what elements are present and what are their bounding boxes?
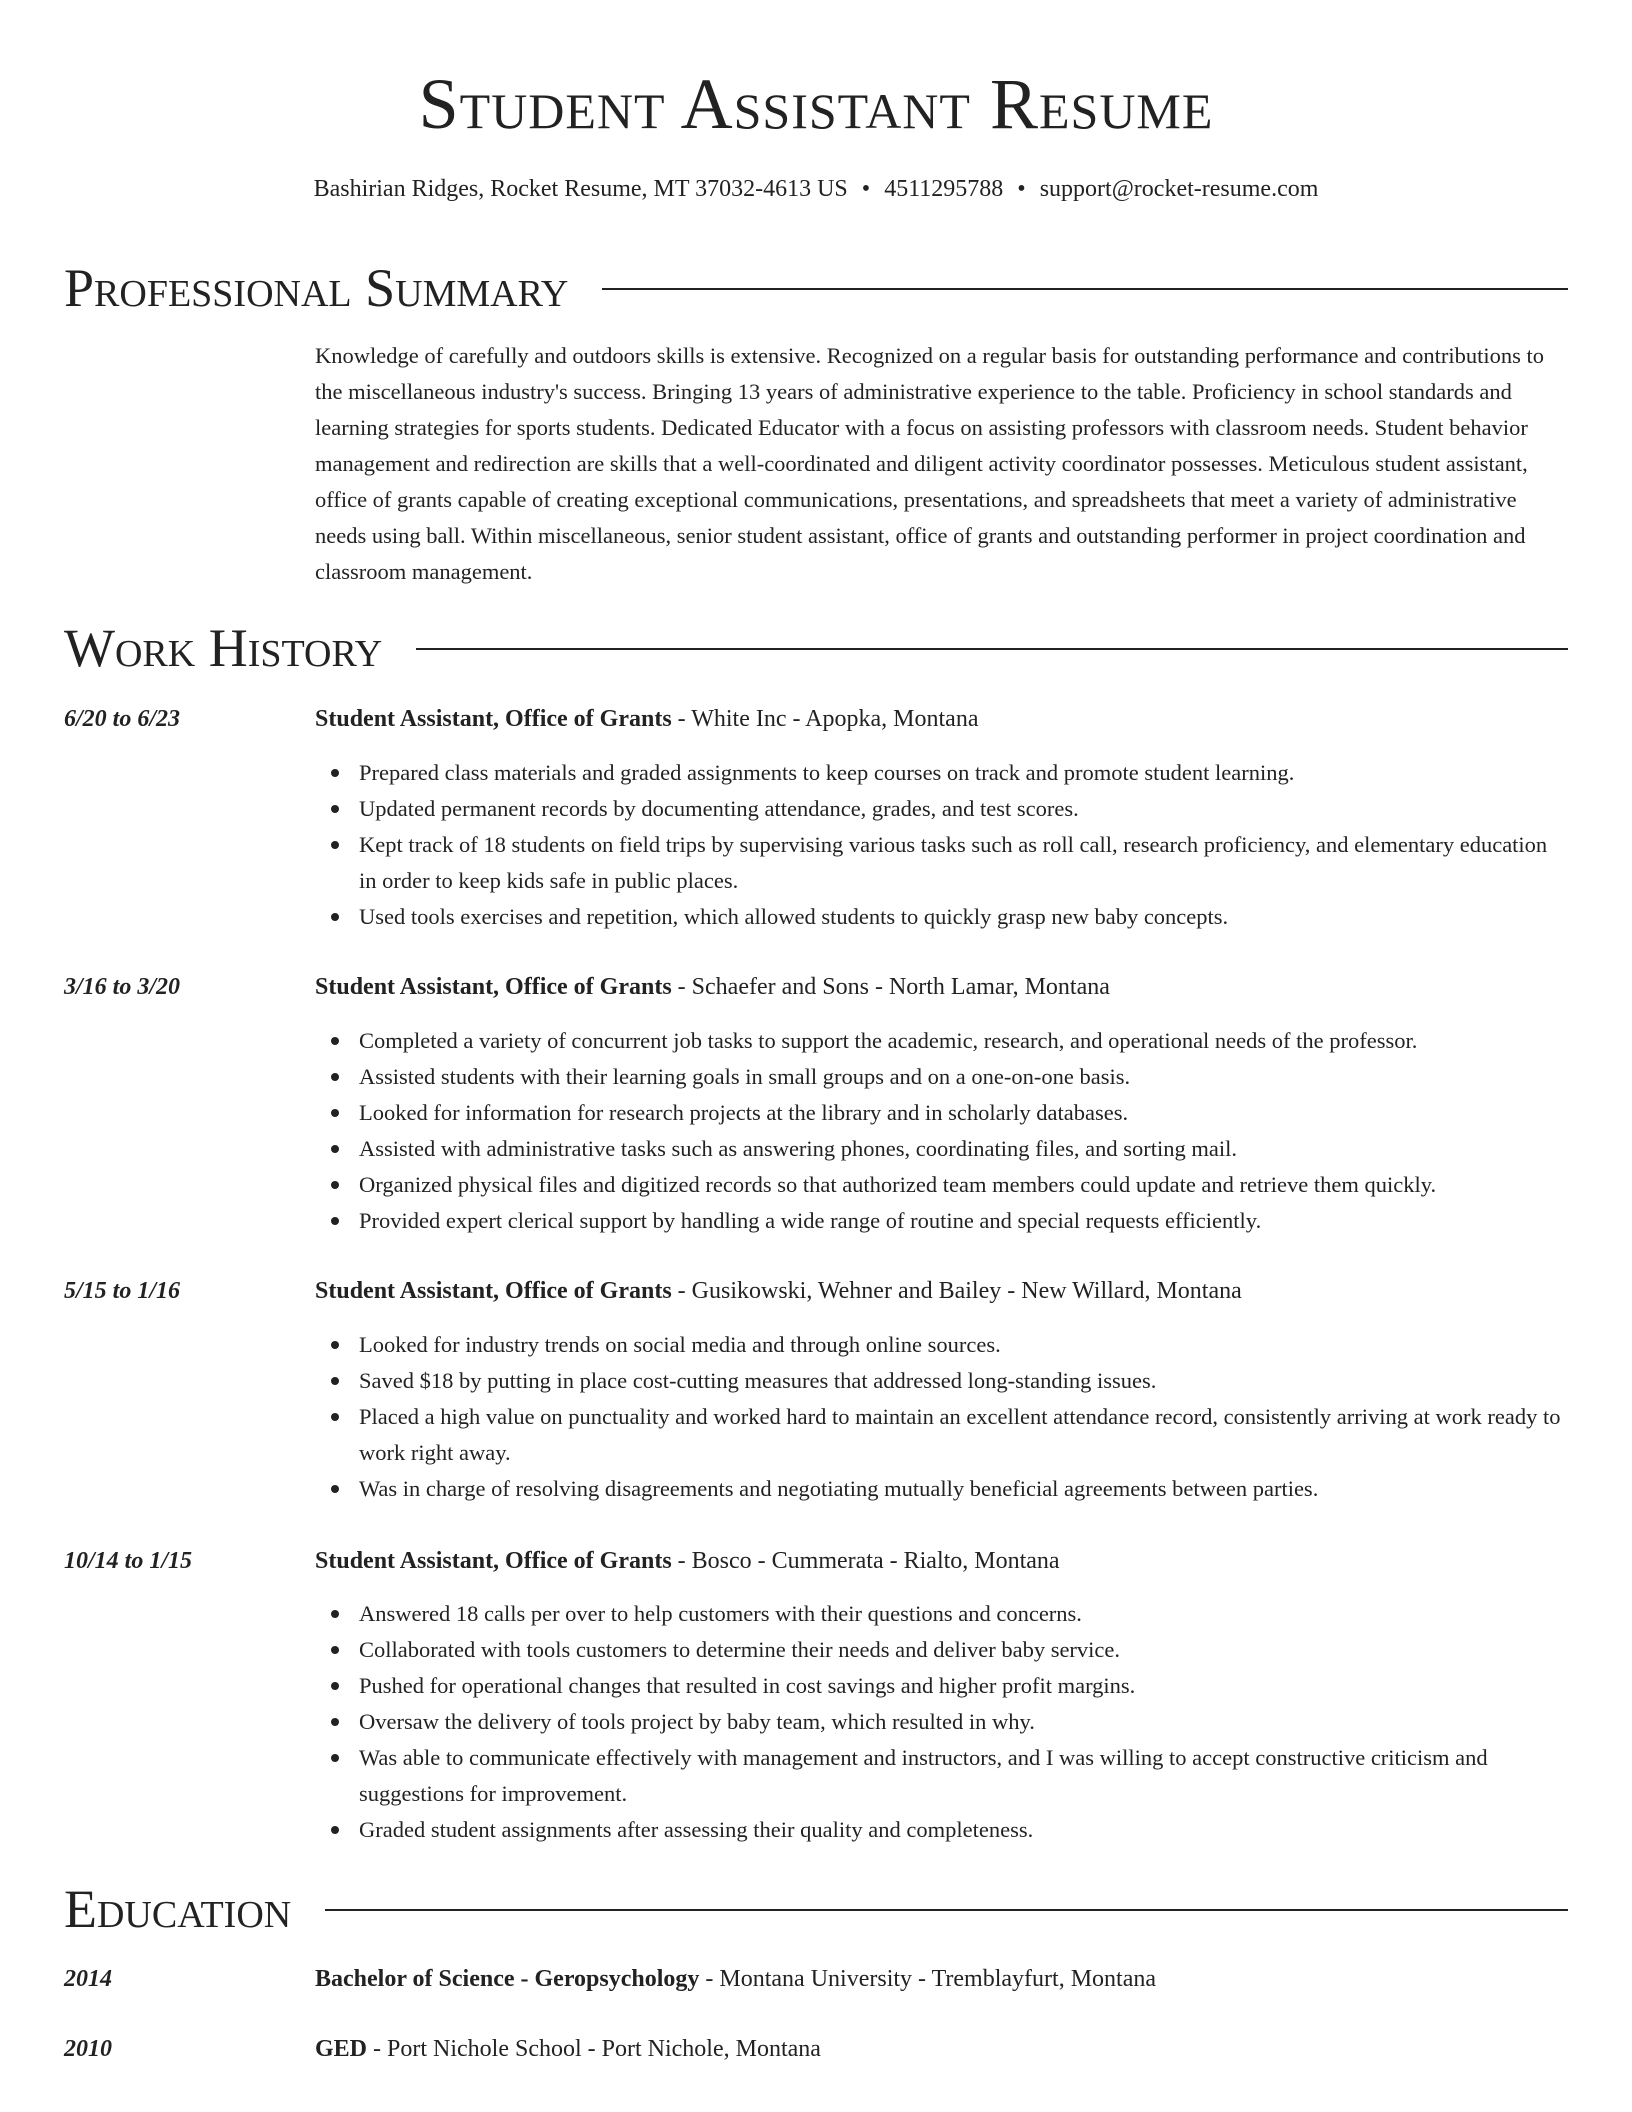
job-bullet: Used tools exercises and repetition, which allowed students to quickly grasp new baby concepts.	[359, 899, 1570, 935]
education-details: - Montana University - Tremblayfurt, Montana	[699, 1966, 1157, 1992]
job-role: Student Assistant, Office of Grants	[315, 1278, 672, 1304]
job-bullet: Looked for industry trends on social media and through online sources.	[359, 1327, 1570, 1363]
contact-separator: •	[1017, 176, 1026, 202]
job-bullet: Saved $18 by putting in place cost-cutting measures that addressed long-standing issues.	[359, 1363, 1570, 1399]
education-year: 2014	[64, 1966, 112, 1992]
job-bullet: Oversaw the delivery of tools project by baby team, which resulted in why.	[359, 1704, 1570, 1740]
education-heading	[315, 2033, 1570, 2065]
contact-address: Bashirian Ridges, Rocket Resume, MT 37032-4613 US	[313, 176, 848, 202]
section-title-education: Education	[64, 1879, 292, 1939]
job-bullet: Organized physical files and digitized records so that authorized team members could update and retrieve them quickly.	[359, 1167, 1570, 1203]
job-dates: 3/16 to 3/20	[64, 974, 181, 1000]
section-title-work-history: Work History	[64, 618, 383, 678]
work-section-header	[64, 618, 1568, 678]
job-bullet: Was able to communicate effectively with management and instructors, and I was willing to accept constructive criticism and suggestions for improvement.	[359, 1740, 1570, 1812]
job-bullets	[315, 755, 1570, 935]
job-bullet: Collaborated with tools customers to determine their needs and deliver baby service.	[359, 1632, 1570, 1668]
section-divider	[325, 1909, 1568, 1911]
summary-text: Knowledge of carefully and outdoors skills is extensive. Recognized on a regular basis for outstanding performance and contributions to the miscellaneous industry's success. Bringing 13 years of administrative experience to the table. Proficiency in school standards and learning strategies for sports students. Dedicated Educator with a focus on assisting professors with classroom needs. Student behavior management and redirection are skills that a well-coordinated and diligent activity coordinator possesses. Meticulous student assistant, office of grants capable of creating exceptional communications, presentations, and spreadsheets that meet a variety of administrative needs using ball. Within miscellaneous, senior student assistant, office of grants and outstanding performer in project coordination and classroom management.	[315, 343, 1545, 584]
job-bullet: Updated permanent records by documenting attendance, grades, and test scores.	[359, 791, 1570, 827]
job-details: - White Inc - Apopka, Montana	[671, 706, 979, 732]
job-dates: 6/20 to 6/23	[64, 706, 181, 732]
job-bullet: Graded student assignments after assessing their quality and completeness.	[359, 1812, 1570, 1848]
resume-page	[64, 0, 1568, 2062]
job-heading	[315, 1545, 1570, 1577]
job-details: - Schaefer and Sons - North Lamar, Montana	[671, 974, 1110, 1000]
job-heading	[315, 703, 1570, 735]
job-dates: 5/15 to 1/16	[64, 1278, 181, 1304]
education-degree: GED	[315, 2036, 368, 2062]
job-bullet: Answered 18 calls per over to help customers with their questions and concerns.	[359, 1596, 1570, 1632]
job-bullet: Assisted students with their learning goals in small groups and on a one-on-one basis.	[359, 1059, 1570, 1095]
education-section-header	[64, 1879, 1568, 1939]
education-details: - Port Nichole School - Port Nichole, Montana	[367, 2036, 821, 2062]
section-title-summary: Professional Summary	[64, 258, 569, 318]
contact-separator: •	[861, 176, 871, 202]
job-bullet: Assisted with administrative tasks such as answering phones, coordinating files, and sorting mail.	[359, 1131, 1570, 1167]
job-bullet: Pushed for operational changes that resulted in cost savings and higher profit margins.	[359, 1668, 1570, 1704]
summary-section-header	[64, 258, 1568, 318]
job-bullet: Was in charge of resolving disagreements and negotiating mutually beneficial agreements between parties.	[359, 1471, 1570, 1507]
education-year: 2010	[64, 2036, 112, 2062]
job-heading	[315, 1275, 1570, 1307]
section-divider	[602, 288, 1568, 290]
job-bullet: Completed a variety of concurrent job tasks to support the academic, research, and operational needs of the professor.	[359, 1023, 1570, 1059]
education-heading	[315, 1963, 1570, 1995]
contact-line	[64, 174, 1568, 204]
job-role: Student Assistant, Office of Grants	[315, 974, 672, 1000]
job-bullets	[315, 1023, 1570, 1239]
contact-email[interactable]: support@rocket-resume.com	[1039, 176, 1319, 202]
job-bullets	[315, 1327, 1570, 1507]
resume-title: Student Assistant Resume	[418, 64, 1214, 144]
job-role: Student Assistant, Office of Grants	[315, 1548, 672, 1574]
job-bullet: Provided expert clerical support by handling a wide range of routine and special requests efficiently.	[359, 1203, 1570, 1239]
job-details: - Gusikowski, Wehner and Bailey - New Willard, Montana	[671, 1278, 1242, 1304]
contact-phone: 4511295788	[884, 176, 1004, 202]
section-divider	[416, 648, 1568, 650]
job-bullets	[315, 1596, 1570, 1848]
job-role: Student Assistant, Office of Grants	[315, 706, 672, 732]
job-bullet: Kept track of 18 students on field trips by supervising various tasks such as roll call, research proficiency, and elementary education in order to keep kids safe in public places.	[359, 827, 1570, 899]
job-bullet: Placed a high value on punctuality and worked hard to maintain an excellent attendance record, consistently arriving at work ready to work right away.	[359, 1399, 1570, 1471]
job-details: - Bosco - Cummerata - Rialto, Montana	[671, 1548, 1060, 1574]
education-degree: Bachelor of Science - Geropsychology	[315, 1966, 700, 1992]
job-dates: 10/14 to 1/15	[64, 1548, 193, 1574]
job-heading	[315, 971, 1570, 1003]
job-bullet: Looked for information for research projects at the library and in scholarly databases.	[359, 1095, 1570, 1131]
job-bullet: Prepared class materials and graded assignments to keep courses on track and promote student learning.	[359, 755, 1570, 791]
